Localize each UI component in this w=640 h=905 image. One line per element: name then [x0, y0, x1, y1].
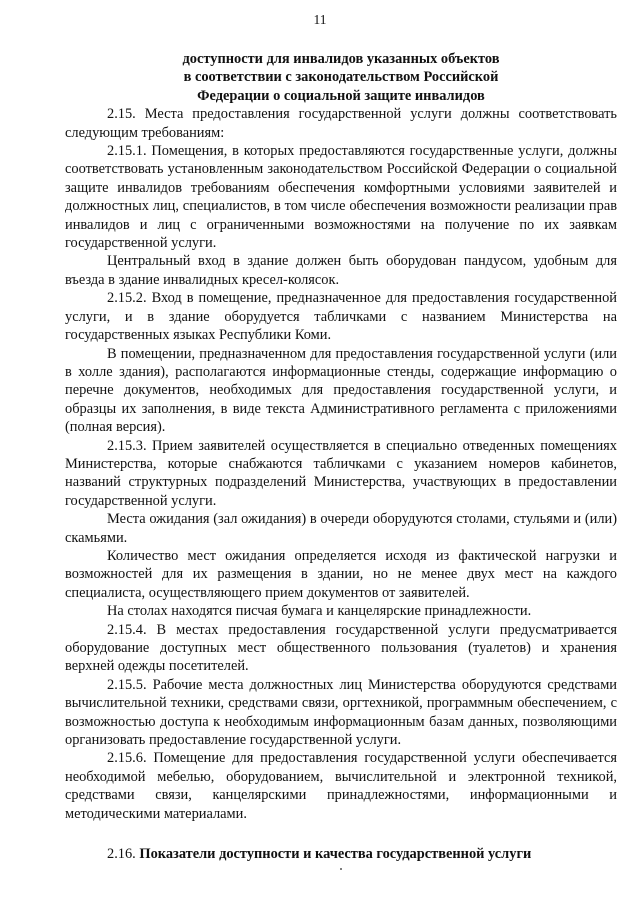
- paragraph-stationery: На столах находятся писчая бумага и канцелярские принадлежности.: [107, 603, 532, 620]
- heading-line: Федерации о социальной защите инвалидов: [197, 87, 485, 104]
- scan-speck: [340, 868, 342, 870]
- section-number: 2.16.: [107, 846, 136, 863]
- paragraph-2-15-1: 2.15.1. Помещения, в которых предоставляются государственные услуги, должны соответствовать установленным законодательством Российской Федерации о социальной защите инвалидов требованиям обеспечения комфортными условиями заявителей и должностных лиц, специалистов, в том числе обеспечения возможности реализации прав инвалидов и лиц с ограниченными возможностями на получение по их заявкам государственной услуги.: [65, 143, 617, 252]
- paragraph-2-15: 2.15. Места предоставления государственной услуги должны соответствовать следующим требованиям:: [65, 106, 617, 141]
- section-heading: [65, 50, 617, 105]
- paragraph-2-15-3: 2.15.3. Прием заявителей осуществляется в специально отведенных помещениях Министерства, которые снабжаются табличками с указанием номеров кабинетов, названий структурных подразделений Министерства, участвующих в предоставлении государственной услуги.: [65, 437, 617, 509]
- heading-line: доступности для инвалидов указанных объектов: [182, 51, 500, 67]
- paragraph-2-15-6: 2.15.6. Помещение для предоставления государственной услуги обеспечивается необходимой мебелью, оборудованием, вычислительной и электронной техникой, средствами связи, канцелярскими принадлежностями, информационными и методическими материалами.: [65, 750, 617, 822]
- paragraph-2-15-5: 2.15.5. Рабочие места должностных лиц Министерства оборудуются средствами вычислительной техники, средствами связи, оргтехникой, программным обеспечением, с возможностью доступа к необходимым информационным базам данных, позволяющими организовать предоставление государственной услуги.: [65, 676, 617, 749]
- paragraph-2-15-2: 2.15.2. Вход в помещение, предназначенное для предоставления государственной услуги, и в здание оборудуется табличками с названием Министерства на государственных языках Республики Коми.: [65, 290, 617, 344]
- heading-line: в соответствии с законодательством Российской: [183, 69, 499, 86]
- paragraph-2-15-4: 2.15.4. В местах предоставления государственной услуги предусматривается оборудование доступных мест общественного пользования (туалетов) и хранения верхней одежды посетителей.: [65, 621, 617, 675]
- paragraph-central-entrance: Центральный вход в здание должен быть оборудован пандусом, удобным для въезда в здание инвалидных кресел-колясок.: [65, 253, 617, 288]
- page-number: 11: [313, 12, 327, 27]
- section-title-text: Показатели доступности и качества государственной услуги: [139, 846, 532, 863]
- paragraph-waiting-area: Места ожидания (зал ожидания) в очереди оборудуются столами, стульями и (или) скамьями.: [65, 511, 617, 546]
- paragraph-waiting-seats: Количество мест ожидания определяется исходя из фактической нагрузки и возможностей для их размещения в здании, но не менее двух мест на каждого специалиста, осуществляющего прием документов от заявителей.: [65, 547, 617, 601]
- paragraph-info-stands: В помещении, предназначенном для предоставления государственной услуги (или в холле здания), располагаются информационные стенды, содержащие информацию о перечне документов, необходимых для предоставления государственной услуги, и образцы их заполнения, в виде текста Административного регламента с приложениями (полная версия).: [65, 345, 617, 436]
- document-body: [65, 50, 617, 863]
- section-2-16-title: [65, 845, 617, 863]
